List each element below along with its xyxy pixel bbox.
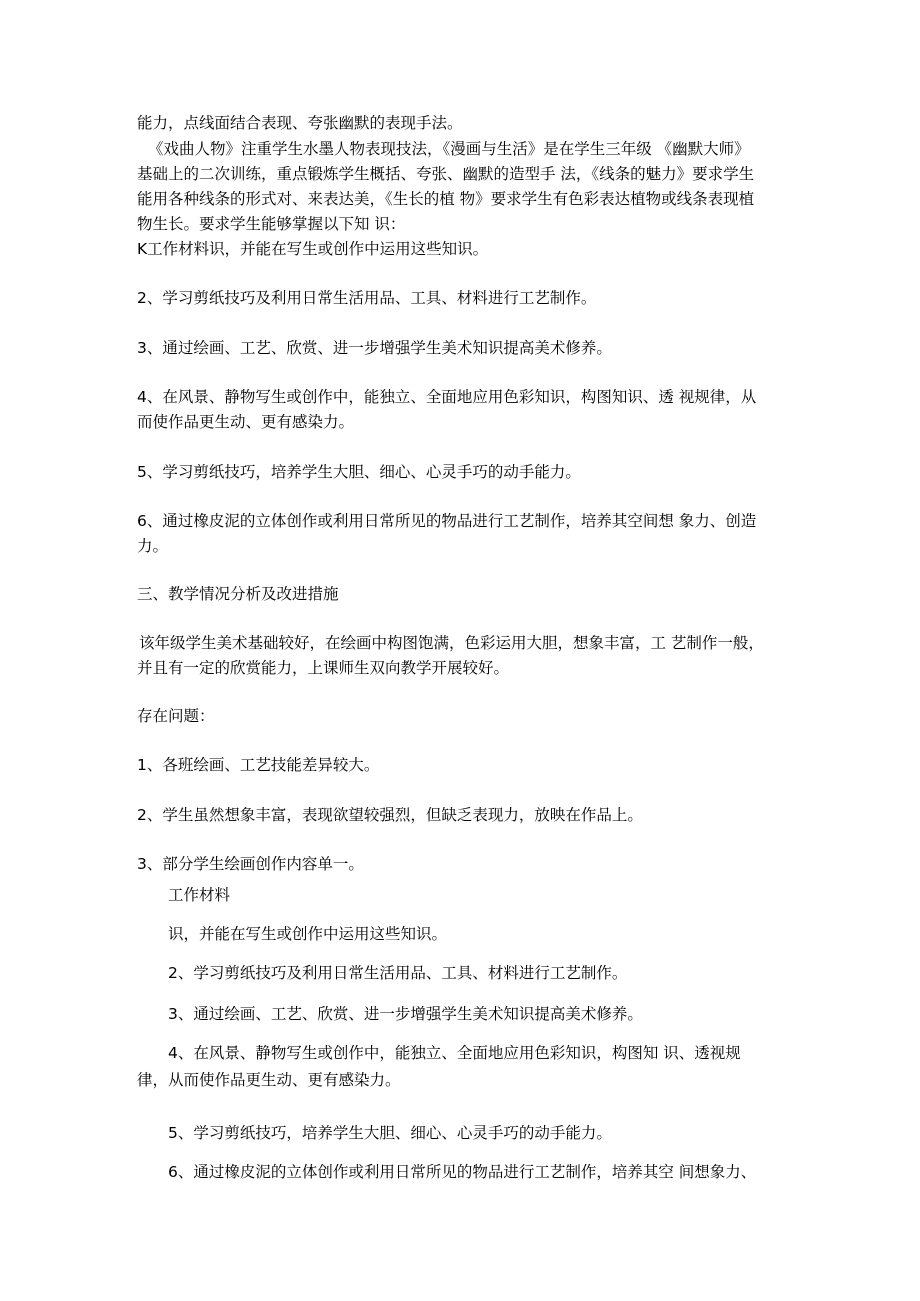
- repeat-item-3: 3、通过绘画、工艺、欣赏、进一步增强学生美术知识提高美术修养。: [168, 1005, 643, 1023]
- intro-line-4: 能用各种线条的形式对、来表达美，《生长的植 物》要求学生有色彩表达植物或线条表现植: [137, 190, 755, 208]
- list-item-4-line-1: 4、在风景、静物写生或创作中，能独立、全面地应用色彩知识，构图知识、透 视规律，从: [137, 388, 757, 406]
- list-item-3: 3、通过绘画、工艺、欣赏、进一步增强学生美术知识提高美术修养。: [137, 339, 612, 357]
- repeat-item-1: 识，并能在写生或创作中运用这些知识。: [168, 925, 448, 943]
- repeat-item-5: 5、学习剪纸技巧，培养学生大胆、细心、心灵手巧的动手能力。: [168, 1124, 612, 1142]
- analysis-line-2: 并且有一定的欣赏能力，上课师生双向教学开展较好。: [137, 659, 510, 677]
- list-item-2: 2、学习剪纸技巧及利用日常生活用品、工具、材料进行工艺制作。: [137, 289, 597, 307]
- repeat-item-4-line-2: 律，从而使作品更生动、更有感染力。: [137, 1071, 401, 1089]
- repeat-heading: 工作材料: [168, 886, 231, 904]
- intro-line-5: 物生长。要求学生能够掌握以下知 识：: [137, 215, 406, 233]
- problem-item-1: 1、各班绘画、工艺技能差异较大。: [137, 756, 380, 774]
- list-item-4-line-2: 而使作品更生动、更有感染力。: [137, 413, 355, 431]
- section-heading: 三、教学情况分析及改进措施: [137, 585, 339, 603]
- problems-heading: 存在问题：: [137, 707, 215, 725]
- list-item-6-line-2: 力。: [137, 537, 169, 555]
- list-item-6-line-1: 6、通过橡皮泥的立体创作或利用日常所见的物品进行工艺制作，培养其空间想 象力、创造: [137, 512, 757, 530]
- intro-line-3: 基础上的二次训练，重点锻炼学生概括、夸张、幽默的造型手 法，《线条的魅力》要求学生: [137, 165, 755, 183]
- repeat-item-4-line-1: 4、在风景、静物写生或创作中，能独立、全面地应用色彩知识，构图知 识、透视规: [168, 1044, 741, 1062]
- problem-item-2: 2、学生虽然想象丰富，表现欲望较强烈，但缺乏表现力，放映在作品上。: [137, 806, 643, 824]
- intro-line-1: 能力，点线面结合表现、夸张幽默的表现手法。: [137, 114, 463, 132]
- list-item-5: 5、学习剪纸技巧，培养学生大胆、细心、心灵手巧的动手能力。: [137, 463, 581, 481]
- repeat-item-6: 6、通过橡皮泥的立体创作或利用日常所见的物品进行工艺制作，培养其空 间想象力、: [168, 1163, 757, 1181]
- analysis-line-1: 该年级学生美术基础较好，在绘画中构图饱满，色彩运用大胆，想象丰富，工 艺制作一般，: [139, 634, 764, 652]
- problem-item-3: 3、部分学生绘画创作内容单一。: [137, 855, 364, 873]
- intro-line-6: K工作材料识，并能在写生或创作中运用这些知识。: [137, 240, 489, 258]
- intro-line-2: 《戏曲人物》注重学生水墨人物表现技法，《漫画与生活》是在学生三年级 《幽默大师》: [148, 140, 750, 158]
- repeat-item-2: 2、学习剪纸技巧及利用日常生活用品、工具、材料进行工艺制作。: [168, 964, 628, 982]
